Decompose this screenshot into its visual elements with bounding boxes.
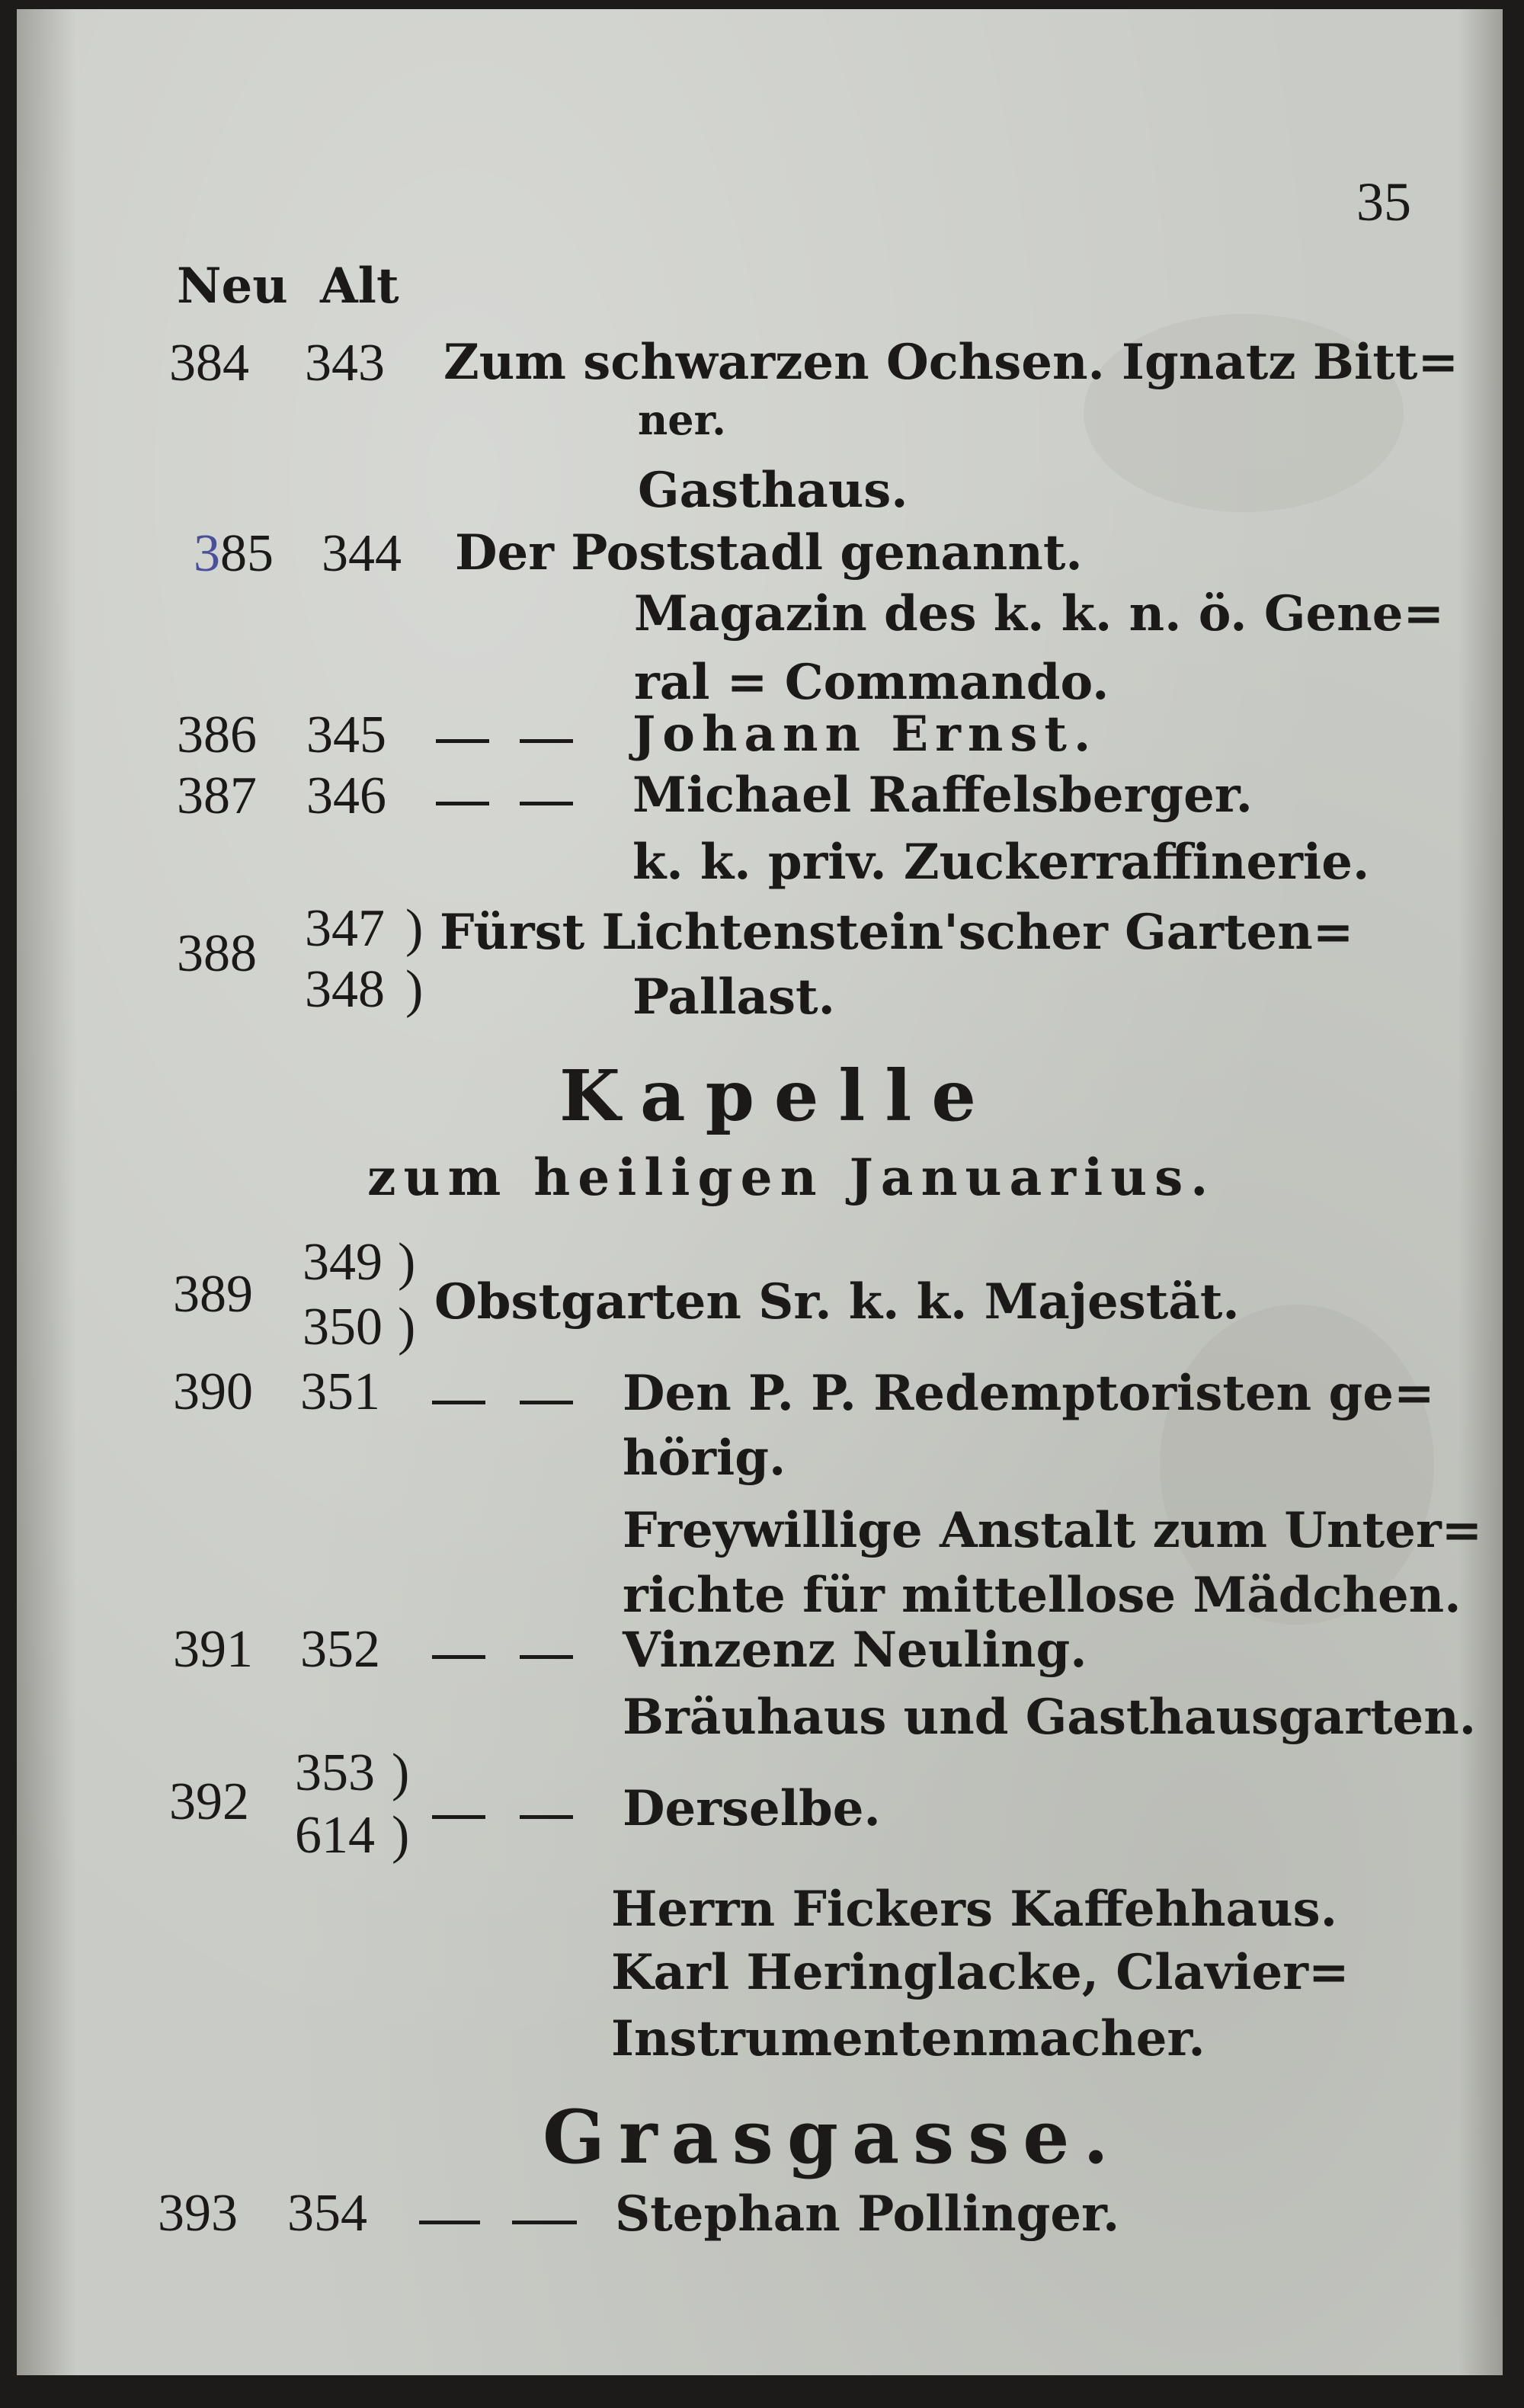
entry-new-number: 385 xyxy=(194,524,274,583)
bracket: ) xyxy=(398,1298,416,1356)
entry-text: Magazin des k. k. n. ö. Gene= xyxy=(634,585,1445,642)
entry-text: Zum schwarzen Ochsen. Ignatz Bitt= xyxy=(443,334,1459,391)
bracket: ) xyxy=(392,1806,410,1865)
ditto-dash xyxy=(432,1401,485,1404)
bracket: ) xyxy=(392,1744,410,1802)
entry-text: Herrn Fickers Kaffehhaus. xyxy=(611,1881,1337,1938)
entry-new-number: 392 xyxy=(169,1772,249,1831)
entry-text: Vinzenz Neuling. xyxy=(623,1622,1087,1679)
entry-text: richte für mittellose Mädchen. xyxy=(623,1567,1462,1624)
entry-old-number: 349 xyxy=(303,1233,383,1292)
entry-text: Karl Heringlacke, Clavier= xyxy=(611,1944,1350,2001)
ditto-dash xyxy=(436,739,489,743)
pencil-mark: 3 xyxy=(194,524,220,583)
entry-old-number: 345 xyxy=(306,706,386,764)
entry-text: Michael Raffelsberger. xyxy=(632,767,1253,824)
entry-text: Pallast. xyxy=(632,969,835,1026)
entry-new-number: 386 xyxy=(177,706,257,764)
book-page xyxy=(17,9,1503,2375)
entry-text: Gasthaus. xyxy=(638,462,908,519)
entry-text: Derselbe. xyxy=(623,1780,881,1837)
column-header-old: Alt xyxy=(320,258,399,315)
section-heading: Kapelle xyxy=(559,1055,996,1137)
ditto-dash xyxy=(520,1655,573,1659)
entry-new-number: 390 xyxy=(173,1363,253,1421)
entry-text: Johann Ernst. xyxy=(632,706,1098,763)
ditto-dash xyxy=(520,802,573,805)
ditto-dash xyxy=(419,2221,480,2224)
entry-text: Fürst Lichtenstein'scher Garten= xyxy=(440,904,1354,961)
ditto-dash xyxy=(432,1815,485,1819)
entry-text: Der Poststadl genannt. xyxy=(455,524,1083,581)
ditto-dash xyxy=(520,1815,573,1819)
entry-old-number: 343 xyxy=(305,334,385,392)
entry-text: Den P. P. Redemptoristen ge= xyxy=(623,1365,1435,1422)
entry-new-number: 388 xyxy=(177,924,257,983)
entry-old-number: 354 xyxy=(287,2184,367,2243)
ditto-dash xyxy=(432,1655,485,1659)
entry-text: hörig. xyxy=(623,1430,786,1487)
ditto-dash xyxy=(520,1401,573,1404)
section-subheading: zum heiligen Januarius. xyxy=(367,1148,1216,1207)
street-heading: Grasgasse. xyxy=(543,2094,1122,2180)
bracket: ) xyxy=(405,960,424,1019)
entry-new-number: 384 xyxy=(169,334,249,392)
bracket: ) xyxy=(398,1233,416,1292)
entry-old-number: 351 xyxy=(300,1363,380,1421)
entry-old-number: 344 xyxy=(322,524,402,583)
ditto-dash xyxy=(512,2221,577,2224)
entry-new-number: 389 xyxy=(173,1265,253,1324)
entry-new-number: 393 xyxy=(158,2184,238,2243)
entry-text: Freywillige Anstalt zum Unter= xyxy=(623,1502,1483,1559)
ditto-dash xyxy=(436,802,489,805)
entry-old-number: 347 xyxy=(305,899,385,958)
entry-text: Bräuhaus und Gasthausgarten. xyxy=(623,1689,1477,1746)
ditto-dash xyxy=(520,739,573,743)
entry-text: ner. xyxy=(638,395,726,444)
entry-text: Instrumentenmacher. xyxy=(611,2010,1205,2067)
entry-old-number: 352 xyxy=(300,1620,380,1679)
entry-old-number: 350 xyxy=(303,1298,383,1356)
bracket: ) xyxy=(405,899,424,958)
entry-new-number: 387 xyxy=(177,767,257,825)
entry-text: Stephan Pollinger. xyxy=(615,2185,1120,2243)
column-header-new: Neu xyxy=(177,258,288,315)
entry-text: Obstgarten Sr. k. k. Majestät. xyxy=(434,1273,1240,1330)
entry-old-number: 353 xyxy=(295,1744,375,1802)
entry-old-number: 346 xyxy=(306,767,386,825)
entry-old-number: 614 xyxy=(295,1806,375,1865)
entry-text: k. k. priv. Zuckerraffinerie. xyxy=(632,834,1370,891)
entry-text: ral = Commando. xyxy=(634,654,1109,711)
entry-old-number: 348 xyxy=(305,960,385,1019)
entry-new-number: 391 xyxy=(173,1620,253,1679)
page-number: 35 xyxy=(1356,171,1411,232)
